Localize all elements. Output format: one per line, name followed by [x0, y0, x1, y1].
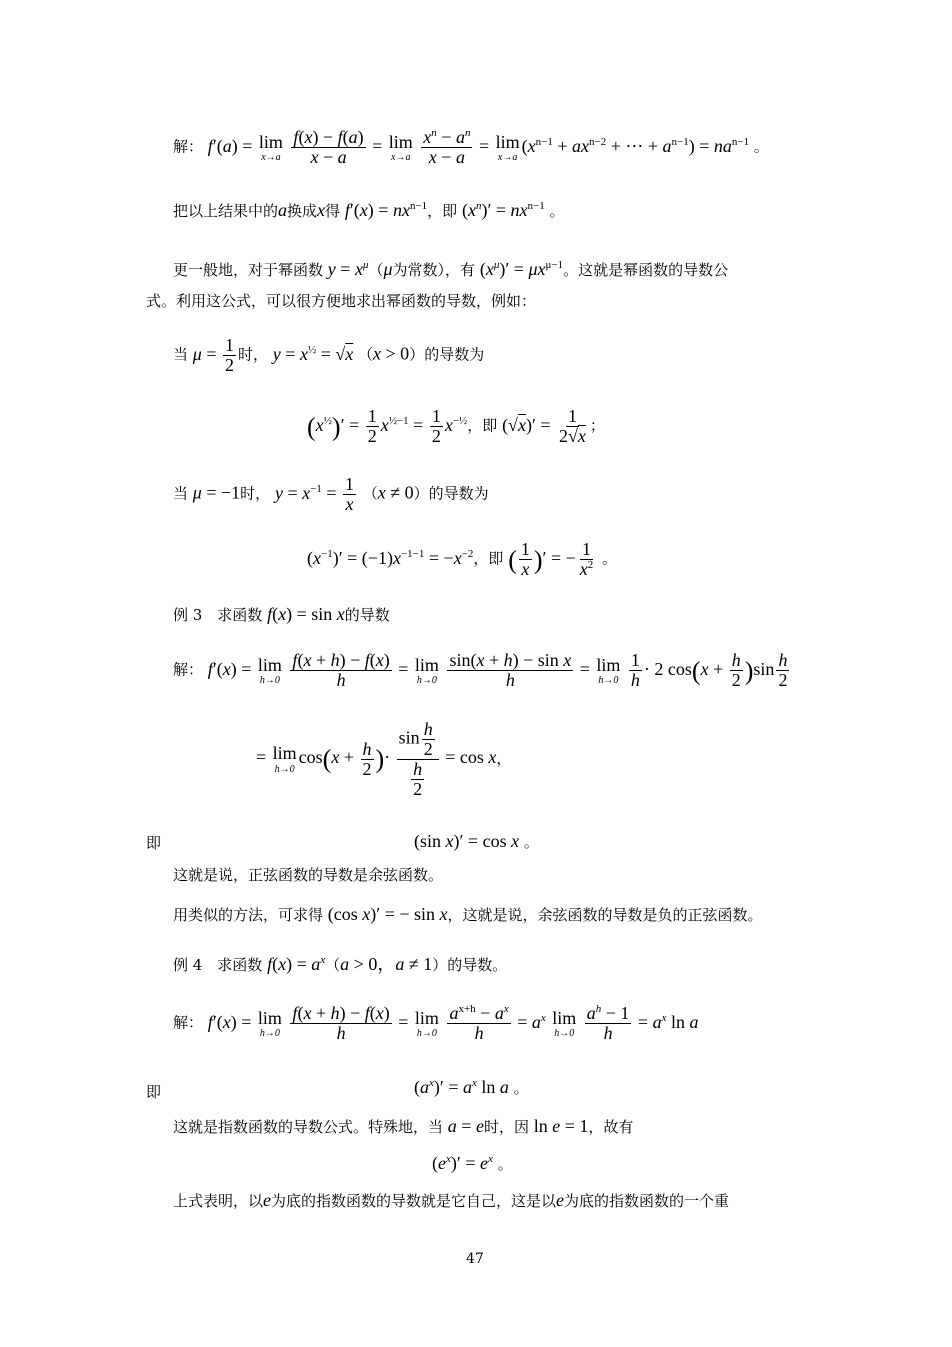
page-number: 47 [466, 1251, 484, 1267]
eq-power-derivation: 解： f′(a) = lim x→a $\frac{f(x) - f(a)}{x - a}$ = lim x→a $\frac{x^n - a^n}{x - a}$ = lim x→a ($x^{n-1} + ax^{n-2}$ + ⋯ + $a^{n-1}) = na^{n-1}$ 。 [173, 127, 769, 167]
text-line-12: 这就是说，正弦函数的导数是余弦函数。 [173, 866, 444, 884]
eq-inverse-derivative: $(x^{-1})' = (-1)x^{-1-1} = -x^{-2}$，即 ( $\frac{1}{x}$ )′ = − $\frac{1}{x^2}$ 。 [307, 539, 618, 579]
text-line-2: 把以上结果中的a换成x得 $f'(x) = nx^{n-1}$，即 $(x^n)' = nx^{n-1}$ 。 [173, 200, 565, 220]
text-line-7: 当 μ = −1时， $y = x^{-1}$ = $\frac{1}{x}$ （x ≠ 0）的导数为 [173, 474, 489, 514]
example-3-heading: 例 3 求函数 f(x) = sin x的导数 [173, 604, 390, 624]
eq-sqrt-derivative: $(x^{\frac{1}{2}})'$ = $\frac{1}{2}$ $x^{\frac{1}{2}-1}$ = $\frac{1}{2}$ $x^{-\frac{1}{2}}$，即 (√x)′ = $\frac{1}{2√x}$ ； [307, 406, 605, 446]
eq-e-result: $(e^x)' = e^x$ 。 [432, 1153, 513, 1173]
eq-sin-derivation-1: 解： f′(x) = lim h→0 $\frac{f(x + h) - f(x)}{h}$ = lim h→0 $\frac{\text{sin(x + h) − sin x}}{h}$ = lim h→0 $\frac{1}{h}$ · 2 cos(x + $\frac{h}{2}$ )sin $\frac{h}{2}$ [173, 650, 788, 690]
ji-label-1: 即 [146, 834, 162, 852]
eq-sin-derivation-2: = lim h→0 cos(x + $\frac{h}{2}$ )· sin $\frac{h}{2}$ $\frac{h}{2}$ = cos x， [256, 719, 512, 799]
eq-sin-result: (sin x)′ = cos x 。 [414, 831, 539, 851]
solution-label: 解： [173, 137, 204, 156]
text-line-13: 用类似的方法，可求得 (cos x)′ = − sin x，这就是说，余弦函数的导数是负的正弦函数。 [173, 904, 763, 924]
eq-exp-result: $(a^x)' = a^x$ ln a 。 [414, 1077, 529, 1097]
ji-label-2: 即 [146, 1083, 162, 1101]
example-4-heading: 例 4 求函数 $f(x) = a^x(a > 0$，a ≠ 1）的导数。 [173, 954, 508, 974]
text-line-3: 更一般地，对于幂函数 $y = x^\mu(\mu$为常数），有 $(x^\mu)' = \mu x^{\mu-1}$。这就是幂函数的导数公 [173, 259, 729, 279]
text-line-19: 上式表明，以e为底的指数函数的导数就是它自己，这是以e为底的指数函数的一个重 [173, 1190, 730, 1210]
text-line-5: 当 μ = $\frac{1}{2}$ 时， $y = x^{\frac{1}{2}} = √x$ （x > 0）的导数为 [173, 335, 485, 375]
eq-exp-derivation: 解： f′(x) = lim h→0 $\frac{f(x + h) - f(x)}{h}$ = lim h→0 $\frac{a^{x+h} - a^x}{h}$ = $a^x$ lim h→0 $\frac{a^h - 1}{h}$ = $a^x$ ln a [173, 1003, 699, 1043]
text-line-17: 这就是指数函数的导数公式。特殊地，当 a = e时，因 ln e = 1，故有 [173, 1116, 634, 1136]
text-line-4: 式。利用这公式，可以很方便地求出幂函数的导数，例如： [146, 292, 537, 310]
